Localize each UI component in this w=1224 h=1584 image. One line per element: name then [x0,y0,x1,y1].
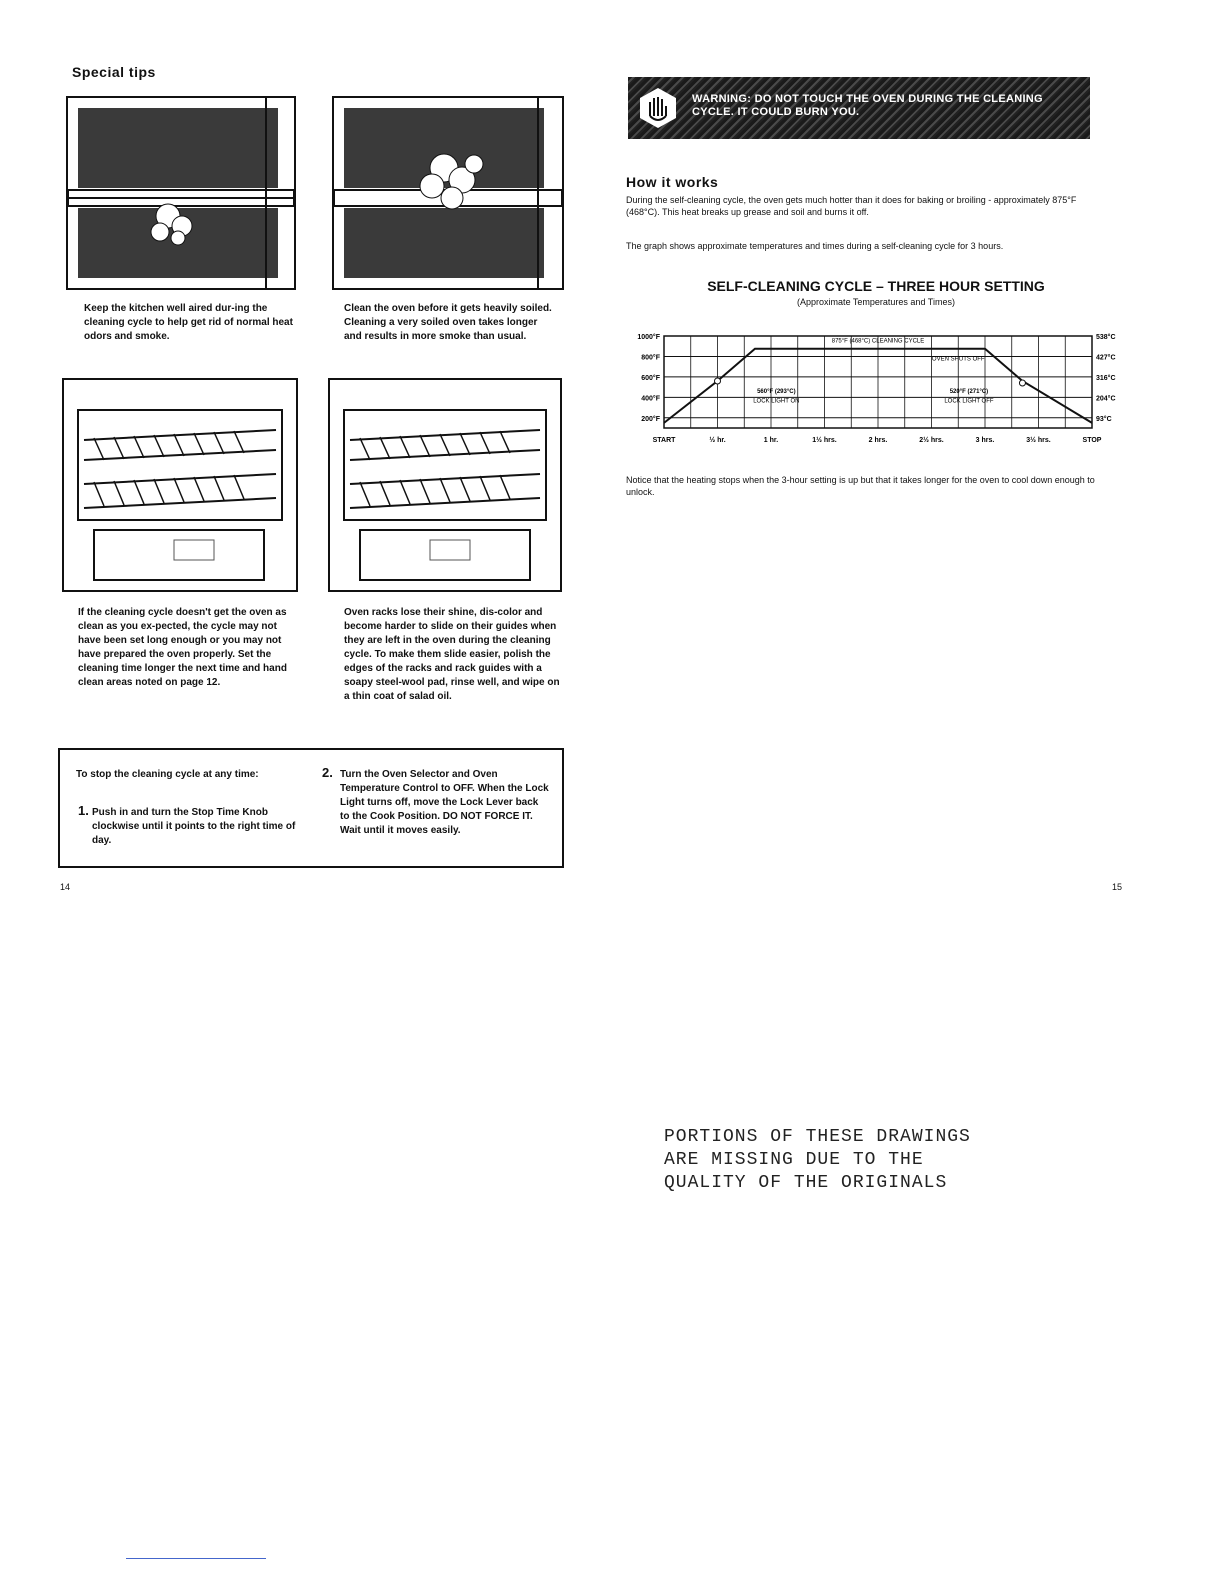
chart-lock-on-point [715,378,721,384]
notice-line-2: ARE MISSING DUE TO THE [664,1150,924,1170]
chart-x-tick: 3½ hrs. [1026,437,1051,444]
missing-drawings-notice [664,1126,1084,1195]
chart-annotation-lock-off-temp: 520°F (271°C) [949,389,989,396]
how-it-works-paragraph-2: The graph shows approximate temperatures and times during a self-cleaning cycle for 3 hours. [626,241,1004,251]
chart-annotation-lock-on: LOCK LIGHT ON [753,398,800,405]
chart-x-tick: 3 hrs. [975,437,995,444]
stop-step1-number: 1. [78,803,89,818]
warning-text: WARNING: DO NOT TOUCH THE OVEN DURING THE CLEANING CYCLE. IT COULD BURN YOU. [692,93,1043,118]
chart-title: SELF-CLEANING CYCLE – THREE HOUR SETTING [707,278,1045,294]
chart-x-tick: START [652,437,676,444]
chart-annotation-lock-off: LOCK LIGHT OFF [944,398,994,405]
chart-y-tick-right: 204°C [1096,395,1116,403]
chart-y-tick-left: 800°F [641,354,660,362]
illustration-oven-interior-racks [62,378,298,592]
chart-y-tick-left: 1000°F [637,334,660,341]
chart-y-tick-left: 600°F [641,374,660,382]
illustration-oven-window-smoke [66,96,296,290]
chart-y-tick-left: 400°F [641,395,660,403]
chart-lock-off-point [1019,380,1025,386]
tip-caption-set-longer-time: If the cleaning cycle doesn't get the oven as clean as you ex-pected, the cycle may not have been set long enough or you may not have prepared the oven properly. Set the cleaning time longer the next time and hand clean areas noted on page 12. [78,607,287,688]
page-number-left: 14 [60,882,71,892]
tip-caption-clean-before-soiled: Clean the oven before it gets heavily soiled. Cleaning a very soiled oven takes longer and results in more smoke than usual. [344,303,552,342]
stop-step1-text: Push in and turn the Stop Time Knob clockwise until it points to the right time of day. [92,807,296,846]
chart-annotation-lock-on-temp: 560°F (293°C) [757,389,796,396]
chart-x-tick: 1½ hrs. [812,437,837,444]
chart-note: Notice that the heating stops when the 3-hour setting is up but that it takes longer for the oven to cool down enough to unlock. [626,475,1095,497]
tip-caption-oven-racks: Oven racks lose their shine, dis-color and become harder to slide on their guides when they are left in the oven during the cleaning cycle. To make them slide easier, polish the edges of the racks and rack guides with a soapy steel-wool pad, rinse well, and wipe on a thin coat of salad oil. [344,607,560,702]
stop-step2-number: 2. [322,765,333,780]
chart-x-tick: 2½ hrs. [919,437,944,444]
stop-cleaning-box [58,748,564,868]
oven-door-drawing [68,98,294,288]
chart-annotation-shutoff: OVEN SHUTS OFF [931,356,985,363]
page-number-right: 15 [1112,882,1123,892]
hand-warning-icon [636,86,680,130]
warning-banner [628,77,1090,139]
self-cleaning-chart [626,326,1126,456]
how-it-works-paragraph-1: During the self-cleaning cycle, the oven gets much hotter than it does for baking or broiling - approximately 875°F (468°C). This heat breaks up grease and soil and burns it off. [626,195,1077,217]
chart-y-tick-right: 538°C [1096,334,1116,341]
notice-line-3: QUALITY OF THE ORIGINALS [664,1173,948,1193]
oven-racks-drawing-2 [330,380,560,590]
bottom-rule [126,1558,266,1559]
oven-door-heavy-smoke-drawing [334,98,562,288]
notice-line-1: PORTIONS OF THESE DRAWINGS [664,1127,971,1147]
illustration-oven-interior-racks-2 [328,378,562,592]
how-it-works-heading: How it works [626,174,719,190]
chart-annotation-top: 875°F (468°C) CLEANING CYCLE [831,338,925,345]
tip-caption-air-kitchen: Keep the kitchen well aired dur-ing the cleaning cycle to help get rid of normal heat odors and smoke. [84,303,293,342]
chart-y-tick-right: 316°C [1096,374,1116,382]
illustration-oven-heavy-smoke [332,96,564,290]
chart-x-tick: 2 hrs. [868,437,888,444]
chart-y-tick-right: 93°C [1096,415,1112,423]
chart-x-tick: STOP [1082,437,1102,444]
stop-box-title: To stop the cleaning cycle at any time: [76,769,259,780]
special-tips-heading: Special tips [72,64,156,80]
chart-x-tick: 1 hr. [763,437,779,444]
oven-racks-drawing [64,380,296,590]
chart-y-tick-left: 200°F [641,415,660,423]
chart-subtitle: (Approximate Temperatures and Times) [797,297,955,307]
chart-y-tick-right: 427°C [1096,354,1116,362]
chart-x-tick: ½ hr. [709,437,726,444]
stop-step2-text: Turn the Oven Selector and Oven Temperature Control to OFF. When the Lock Light turns off, move the Lock Lever back to the Cook Position. DO NOT FORCE IT. Wait until it moves easily. [340,769,549,836]
